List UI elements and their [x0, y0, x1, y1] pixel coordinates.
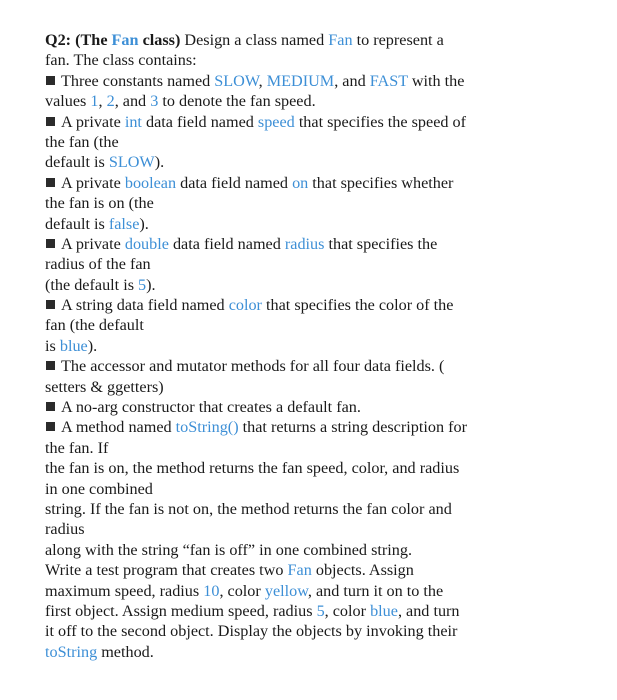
text-line — [45, 336, 605, 356]
text-line — [45, 601, 605, 621]
highlighted-term: int — [124, 112, 142, 131]
highlighted-term: boolean — [124, 173, 177, 192]
highlighted-term: SLOW — [108, 153, 155, 172]
highlighted-term: 5 — [138, 275, 147, 294]
text-segment: that specifies the — [324, 234, 438, 253]
text-segment: , color — [324, 601, 371, 620]
text-segment: data field named — [141, 112, 258, 131]
square-bullet-icon — [46, 402, 55, 411]
text-segment: A private — [61, 173, 125, 192]
text-segment: to denote the fan speed. — [158, 92, 316, 111]
text-segment: string. If the fan is not on, the method returns the fan color and — [45, 499, 452, 518]
text-segment: that specifies the color of the — [261, 296, 454, 315]
text-segment: default is — [45, 153, 109, 172]
text-line — [45, 295, 605, 315]
text-segment: Three constants named — [61, 71, 215, 90]
text-line — [45, 112, 605, 132]
text-segment: with the — [407, 71, 465, 90]
highlighted-term: yellow — [264, 581, 308, 600]
text-segment: default is — [45, 214, 109, 233]
text-line — [45, 193, 605, 213]
text-segment: , and — [334, 71, 370, 90]
highlighted-term: Fan — [328, 31, 353, 49]
text-line — [45, 642, 605, 662]
highlighted-term: MEDIUM — [266, 71, 335, 90]
text-line — [45, 214, 605, 234]
text-segment: A no-arg constructor that creates a default fan. — [61, 398, 361, 417]
text-line — [45, 479, 605, 499]
highlighted-term: FAST — [369, 71, 408, 90]
square-bullet-icon — [46, 178, 55, 187]
square-bullet-icon — [46, 239, 55, 248]
text-segment: first object. Assign medium speed, radius — [45, 601, 317, 620]
highlighted-term: blue — [370, 601, 398, 620]
text-segment: A string data field named — [61, 296, 229, 315]
square-bullet-icon — [46, 422, 55, 431]
text-line — [45, 581, 605, 601]
text-segment: it off to the second object. Display the objects by invoking their — [45, 622, 458, 641]
text-segment: Design a class named — [180, 31, 329, 49]
highlighted-term: speed — [257, 112, 295, 131]
highlighted-term: toString() — [175, 418, 239, 437]
square-bullet-icon — [46, 300, 55, 309]
text-segment: that returns a string description for — [238, 418, 467, 437]
highlighted-term: color — [228, 296, 262, 315]
text-segment: fan (the default — [45, 316, 144, 335]
text-segment: the fan. If — [45, 438, 109, 457]
text-line — [45, 132, 605, 152]
text-segment: the fan (the — [45, 132, 119, 151]
text-segment: along with the string “fan is off” in one combined string. — [45, 540, 412, 559]
square-bullet-icon — [46, 117, 55, 126]
text-segment: , and — [114, 92, 151, 111]
highlighted-term: double — [124, 234, 169, 253]
text-segment: to represent a — [352, 31, 444, 49]
text-line — [45, 499, 605, 519]
highlighted-term: Fan — [287, 561, 312, 580]
text-segment: data field named — [168, 234, 285, 253]
text-segment: is — [45, 336, 60, 355]
text-line — [45, 621, 605, 641]
text-line — [45, 438, 605, 458]
highlighted-term: 2 — [106, 92, 115, 111]
text-segment: data field named — [176, 173, 293, 192]
text-line — [45, 417, 605, 437]
text-segment: , — [98, 92, 107, 111]
text-segment: maximum speed, radius — [45, 581, 204, 600]
text-segment: A private — [61, 234, 125, 253]
text-segment: , and turn it on to the — [307, 581, 444, 600]
text-segment: A method named — [61, 418, 176, 437]
text-line — [45, 315, 605, 335]
highlighted-term: radius — [284, 234, 325, 253]
text-line — [45, 397, 605, 417]
text-line — [45, 173, 605, 193]
text-line — [45, 519, 605, 539]
text-segment: Q2: (The — [45, 31, 112, 49]
text-segment: Write a test program that creates two — [45, 561, 288, 580]
highlighted-term: 1 — [90, 92, 99, 111]
text-line — [45, 275, 605, 295]
text-line — [45, 458, 605, 478]
text-segment: The accessor and mutator methods for all four data fields. ( — [61, 357, 445, 376]
text-line — [45, 50, 605, 70]
text-line — [45, 356, 605, 376]
text-segment: that specifies the speed of — [294, 112, 467, 131]
text-segment: radius — [45, 520, 85, 539]
text-line — [45, 71, 605, 91]
text-segment: class) — [138, 31, 181, 49]
square-bullet-icon — [46, 361, 55, 370]
highlighted-term: toString — [45, 642, 98, 661]
highlighted-term: Fan — [111, 31, 139, 49]
highlighted-term: 10 — [203, 581, 220, 600]
text-line — [45, 377, 605, 397]
highlighted-term: 5 — [316, 601, 325, 620]
text-line — [45, 560, 605, 580]
text-segment: objects. Assign — [311, 561, 414, 580]
text-segment: values — [45, 92, 91, 111]
text-segment: (the default is — [45, 275, 139, 294]
highlighted-term: on — [292, 173, 309, 192]
text-segment: ). — [154, 153, 165, 172]
text-segment: , color — [219, 581, 265, 600]
text-line — [45, 540, 605, 560]
highlighted-term: SLOW — [214, 71, 259, 90]
text-segment: that specifies whether — [308, 173, 454, 192]
text-segment: A private — [61, 112, 125, 131]
text-segment: the fan is on, the method returns the fan speed, color, and radius — [45, 459, 460, 478]
text-segment: radius of the fan — [45, 255, 151, 274]
text-segment: , — [258, 71, 267, 90]
text-segment: ). — [87, 336, 98, 355]
text-segment: ). — [139, 214, 149, 233]
text-line — [45, 91, 605, 111]
square-bullet-icon — [46, 76, 55, 85]
text-segment: in one combined — [45, 479, 153, 498]
highlighted-term: 3 — [150, 92, 159, 111]
text-segment: fan. The class contains: — [45, 51, 197, 70]
text-line — [45, 254, 605, 274]
text-segment: ). — [146, 275, 156, 294]
text-segment: the fan is on (the — [45, 194, 154, 213]
text-segment: method. — [97, 642, 154, 661]
text-line — [45, 30, 605, 50]
text-line — [45, 152, 605, 172]
text-line — [45, 234, 605, 254]
highlighted-term: blue — [59, 336, 88, 355]
document-body — [45, 30, 605, 662]
text-segment: setters & ggetters) — [45, 377, 164, 396]
text-segment: , and turn — [397, 601, 460, 620]
highlighted-term: false — [108, 214, 140, 233]
